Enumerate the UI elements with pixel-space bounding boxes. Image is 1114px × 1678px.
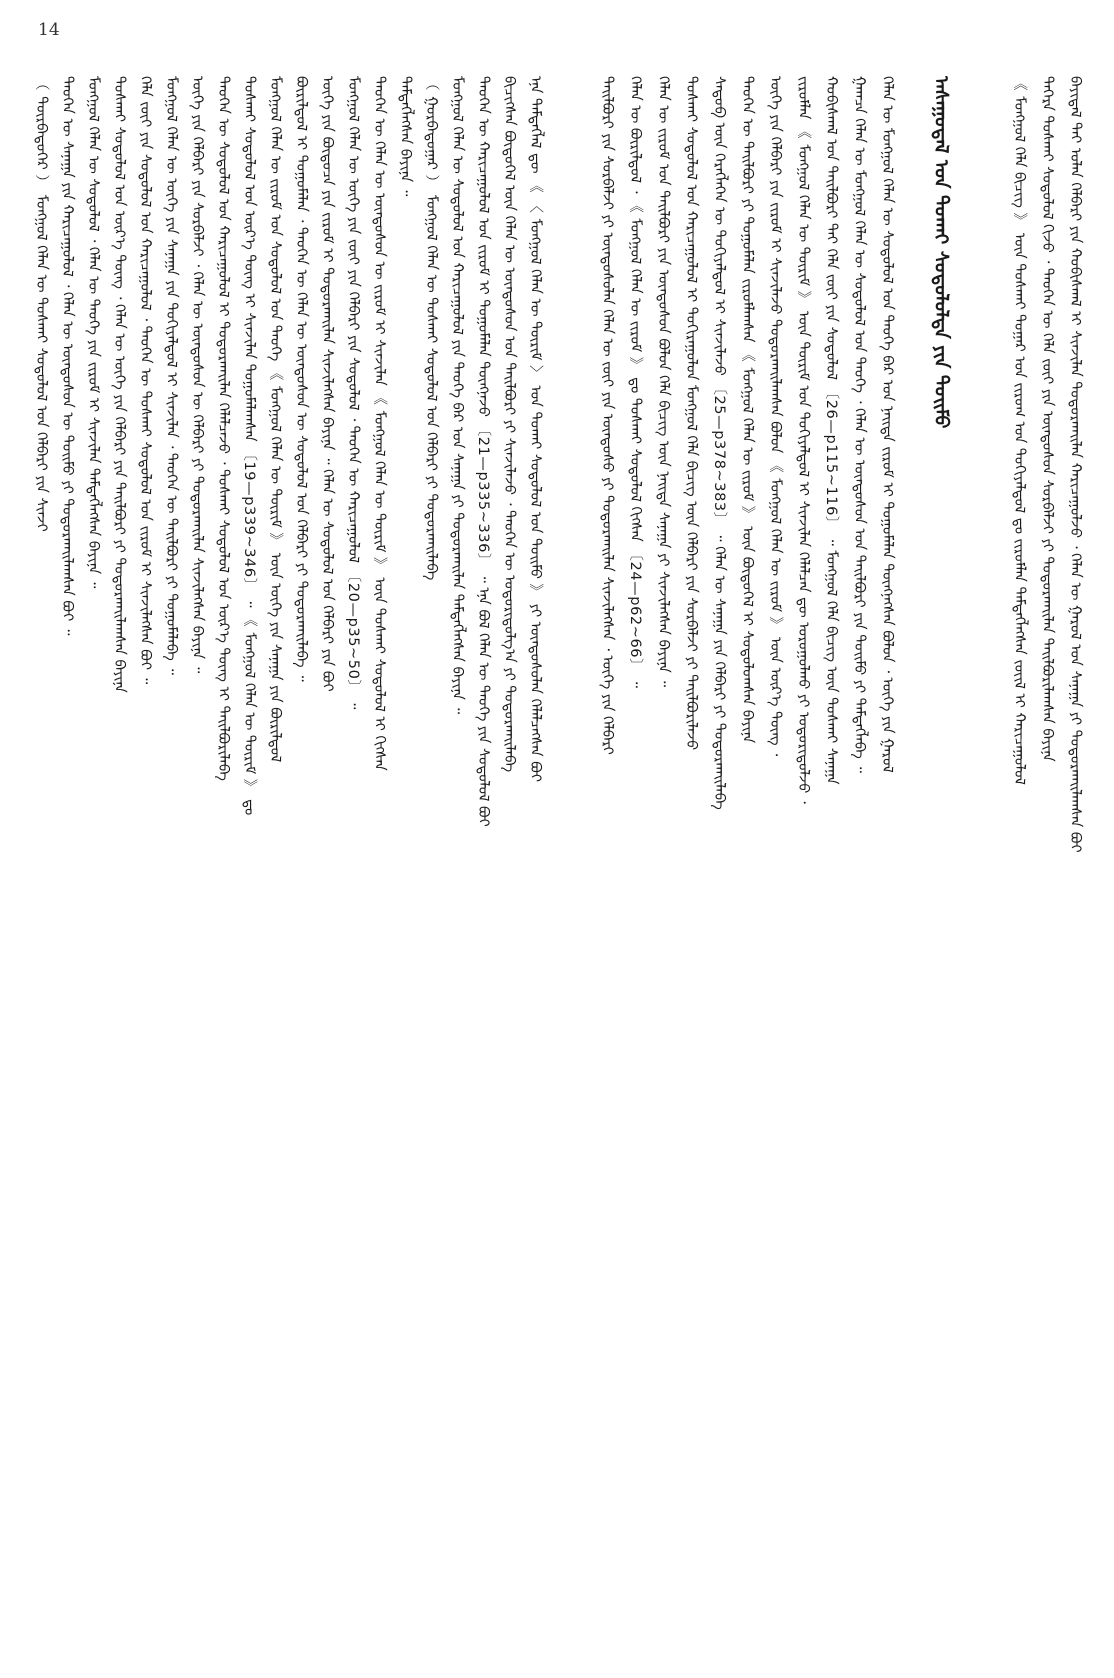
text-column: ᠡᠨᠡ ᠲᠡᠮᠳᠡᠭᠯᠡᠯ ᠳᠦ 《 〈 ᠮᠣᠩᠭᠣᠯ ᠬᠡᠯᠡᠨ ᠦ ᠳᠦᠷᠢᠮ 〉 ᠤᠨ ᠲᠤᠬᠠᠢ ᠰᠤᠳᠤᠯᠤᠯ ᠤᠨ ᠲᠣᠢᠮᠤ 》 ᠶᠢ ᠦᠨᠳᠦᠰᠦᠯᠡᠨ ᠬᠡᠯᠡᠯᠴᠡᠭᠰᠡᠨ ᠪᠤᠢ — [527, 76, 543, 783]
text-column: ᠦᠭᠡ ᠶᠢᠨ ᠪᠦᠲᠦᠴᠡ ᠶᠢᠨ ᠵᠢᠷᠤᠮ ᠢ ᠲᠣᠳᠤᠷᠬᠠᠢᠯᠠᠨ ᠰᠢᠨᠵᠢᠯᠡᠭᠰᠡᠨ ᠪᠠᠶᠢᠨᠠ ᠃ ᠬᠡᠯᠡᠨ ᠦ ᠰᠤᠳᠤᠯᠤᠯ ᠤᠨ ᠬᠡᠯᠪᠡᠷᠢ ᠶᠢᠨ ᠪᠤᠢ — [319, 76, 335, 692]
page-number: 14 — [38, 20, 60, 40]
text-column: ᠪᠦᠷᠢᠯᠳᠦᠯ ᠢ ᠲᠤᠭᠤᠮᠠᠯᠠᠨ ᠂ ᠲᠡᠦᠬᠡᠨ ᠦ ᠬᠡᠯᠡᠨ ᠦ ᠦᠨᠳᠦᠰᠦᠨ ᠦ ᠰᠤᠳᠤᠯᠤᠯ ᠤᠨ ᠬᠡᠯᠪᠡᠷᠢ ᠶᠢ ᠲᠣᠳᠤᠷᠬᠠᠢᠯᠠᠪᠠ ᠃ — [293, 76, 309, 682]
text-column: ᠲᠡᠦᠬᠡᠨ ᠦ ᠰᠠᠨᠠᠭᠠ ᠶᠢᠨ ᠬᠠᠷᠢᠴᠠᠭᠤᠯᠤᠯ ᠂ ᠬᠡᠯᠡᠨ ᠦ ᠦᠨᠳᠦᠰᠦᠨ ᠦ ᠲᠣᠢᠮᠤ ᠶᠢ ᠲᠣᠳᠤᠷᠬᠠᠢᠯᠠᠭᠰᠠᠨ ᠪᠤᠢ ᠃ — [59, 76, 75, 636]
text-column: ᠮᠣᠩᠭᠣᠯ ᠬᠡᠯᠡᠨ ᠦ ᠦᠭᠡ ᠶᠢᠨ ᠰᠠᠨᠠᠭᠠ ᠶᠢᠨ ᠲᠣᠬᠢᠶᠠᠯᠳᠤᠯ ᠢ ᠰᠢᠨᠵᠢᠯᠡᠨ ᠂ ᠲᠡᠦᠬᠡᠨ ᠦ ᠲᠠᠢᠯᠪᠤᠷᠢ ᠶᠢ ᠲᠤᠭᠤᠮᠠᠯᠠᠪᠠ ᠃ — [163, 76, 179, 675]
text-column: ᠵᠢᠷᠤᠮᠯᠠᠨ 《 ᠮᠣᠩᠭᠣᠯ ᠬᠡᠯᠡᠨ ᠦ ᠳᠦᠷᠢᠮ 》 ᠦᠨ ᠳᠦᠷᠢᠮ ᠤᠨ ᠲᠣᠬᠢᠶᠠᠯᠳᠤᠯ ᠢ ᠰᠢᠨᠵᠢᠯᠡᠨ ᠬᠡᠯᠡᠯᠴᠡᠨ ᠳᠦ ᠣᠷᠣᠭᠤᠯᠬᠤ ᠶᠢ ᠤᠳᠤᠷᠢᠳᠤᠯᠵᠤ ᠂ — [795, 76, 811, 804]
text-column: ᠦᠭᠡ ᠶᠢᠨ ᠬᠡᠯᠪᠡᠷᠢ ᠶᠢᠨ ᠰᠤᠷᠪᠠᠯᠵᠢ ᠂ ᠬᠡᠯᠡᠨ ᠦ ᠦᠨᠳᠦᠰᠦᠨ ᠦ ᠬᠡᠯᠪᠡᠷᠢ ᠶᠢ ᠲᠣᠳᠤᠷᠬᠠᠢᠯᠠᠨ ᠰᠢᠨᠵᠢᠯᠡᠭᠰᠡᠨ ᠪᠠᠶᠢᠨᠠ ᠃ — [189, 76, 205, 674]
text-column: 《 ᠮᠣᠩᠭᠣᠯ ᠬᠡᠯᠡ ᠪᠢᠴᠢᠭ 》 ᠦᠨ ᠲᠤᠰᠬᠠᠢ ᠳᠤᠭᠠᠷ ᠤᠨ ᠵᠢᠷᠤᠭ ᠤᠨ ᠲᠣᠬᠢᠶᠠᠯᠳᠤᠯ ᠳᠤ ᠵᠢᠷᠤᠮᠯᠠᠨ ᠲᠡᠮᠳᠡᠭᠯᠡᠭᠰᠡᠨ ᠵᠦᠢᠯ ᠢ ᠬᠠᠷᠢᠴᠠᠭᠤᠯᠤᠯ — [1011, 76, 1027, 785]
text-column: ᠭᠠᠭᠴᠠ ᠬᠡᠯᠡᠨ ᠦ ᠮᠣᠩᠭᠣᠯ ᠬᠡᠯᠡᠨ ᠦ ᠰᠤᠳᠤᠯᠤᠯ ᠤᠨ ᠲᠡᠦᠬᠡ ᠂ ᠬᠡᠯᠡᠨ ᠦ ᠦᠨᠳᠦᠰᠦᠨ ᠤᠨ ᠲᠠᠢᠯᠪᠤᠷᠢ ᠶᠢᠨ ᠲᠣᠢᠮᠤ ᠶᠢ ᠲᠡᠮᠳᠡᠭᠯᠡᠪᠡ ᠃ — [851, 76, 867, 773]
text-column: ᠲᠤᠰᠬᠠᠢ ᠰᠤᠳᠤᠯᠤᠯ ᠤᠨ ᠦᠷ᠎ᠡ ᠳᠦᠩ ᠢ ᠰᠢᠨᠵᠢᠯᠡᠨ ᠲᠤᠭᠤᠮᠠᠯᠠᠭᠰᠠᠨ 〔19—p339~346〕 ᠃ 《 ᠮᠣᠩᠭᠣᠯ ᠬᠡᠯᠡᠨ ᠦ ᠳᠦᠷᠢᠮ 》 ᠳᠤ — [241, 76, 257, 816]
text-column: （ ᠭᠤᠷᠪᠠᠳᠤᠭᠠᠷ ） ᠮᠣᠩᠭᠣᠯ ᠬᠡᠯᠡᠨ ᠦ ᠲᠤᠰᠬᠠᠢ ᠰᠤᠳᠤᠯᠤᠯ ᠤᠨ ᠬᠡᠯᠪᠡᠷᠢ ᠶᠢ ᠲᠣᠳᠤᠷᠬᠠᠢᠯᠠᠪᠠ — [423, 76, 439, 581]
text-column: （ ᠳᠦᠷᠪᠡᠳᠦᠭᠡᠷ ） ᠮᠣᠩᠭᠣᠯ ᠬᠡᠯᠡᠨ ᠦ ᠲᠤᠰᠬᠠᠢ ᠰᠤᠳᠤᠯᠤᠯ ᠤᠨ ᠬᠡᠯᠪᠡᠷᠢ ᠶᠢᠨ ᠰᠢᠨᠵᠢ — [33, 76, 49, 532]
text-column: ᠮᠣᠩᠭᠣᠯ ᠬᠡᠯᠡᠨ ᠦ ᠦᠭᠡ ᠶᠢᠨ ᠵᠦᠢ ᠶᠢᠨ ᠬᠡᠯᠪᠡᠷᠢ ᠶᠢᠨ ᠰᠤᠳᠤᠯᠤᠯ ᠂ ᠲᠡᠦᠬᠡᠨ ᠦ ᠬᠠᠷᠢᠴᠠᠭᠤᠯᠤᠯ 〔20—p35~50〕 ᠃ — [345, 76, 361, 710]
text-column: ᠲᠤᠰᠬᠠᠢ ᠰᠤᠳᠤᠯᠤᠯ ᠤᠨ ᠬᠠᠷᠢᠴᠠᠭᠤᠯᠤᠯ ᠢ ᠲᠣᠬᠢᠷᠠᠭᠤᠯᠤᠨ ᠮᠣᠩᠭᠣᠯ ᠬᠡᠯᠡ ᠪᠢᠴᠢᠭ ᠦᠨ ᠬᠡᠯᠪᠡᠷᠢ ᠶᠢᠨ ᠰᠤᠷᠪᠠᠯᠵᠢ ᠶᠢ ᠲᠠᠢᠯᠪᠤᠷᠢᠯᠠᠵᠤ — [683, 76, 699, 751]
text-column: ᠬᠤᠪᠢᠰᠬᠠᠯ ᠤᠨ ᠲᠠᠢᠯᠪᠤᠷᠢ ᠲᠠᠢ ᠬᠡᠯᠡ ᠵᠦᠢ ᠶᠢᠨ ᠰᠤᠳᠤᠯᠤᠯ 〔26—p115~116〕 ᠃ ᠮᠣᠩᠭᠣᠯ ᠬᠡᠯᠡ ᠪᠢᠴᠢᠭ ᠦᠨ ᠲᠤᠰᠬᠠᠢ ᠰᠠᠨᠠᠭᠠ — [823, 76, 839, 785]
text-column: ᠲᠤᠰᠬᠠᠢ ᠰᠤᠳᠤᠯᠤᠯ ᠤᠨ ᠦᠷ᠎ᠡ ᠳᠦᠩ ᠂ ᠬᠡᠯᠡᠨ ᠦ ᠦᠭᠡ ᠶᠢᠨ ᠬᠡᠯᠪᠡᠷᠢ ᠶᠢᠨ ᠲᠠᠢᠯᠪᠤᠷᠢ ᠶᠢ ᠲᠣᠳᠤᠷᠬᠠᠢᠯᠠᠭᠰᠠᠨ ᠪᠠᠶᠢᠨᠠ — [111, 76, 127, 693]
text-column: ᠮᠣᠩᠭᠣᠯ ᠬᠡᠯᠡᠨ ᠦ ᠵᠢᠷᠤᠮ ᠤᠨ ᠰᠤᠳᠤᠯᠤᠯ ᠤᠨ ᠲᠡᠦᠬᠡ 《 ᠮᠣᠩᠭᠣᠯ ᠬᠡᠯᠡᠨ ᠦ ᠳᠦᠷᠢᠮ 》 ᠦᠨ ᠦᠭᠡ ᠶᠢᠨ ᠰᠠᠨᠠᠭᠠ ᠶᠢᠨ ᠪᠦᠷᠢᠯᠳᠦᠯ — [267, 76, 283, 763]
section-heading: ᠠᠰᠠᠭᠤᠳᠠᠯ ᠤᠨ ᠲᠤᠬᠠᠢ ᠰᠤᠳᠤᠯᠤᠯᠲᠠ ᠶᠢᠨ ᠲᠣᠢᠮᠤ — [930, 76, 952, 429]
page-body — [28, 76, 1086, 1660]
text-column: ᠲᠡᠦᠬᠡᠨ ᠦ ᠬᠠᠷᠢᠴᠠᠭᠤᠯᠤᠯ ᠤᠨ ᠵᠢᠷᠤᠮ ᠢ ᠲᠤᠭᠤᠮᠠᠯᠠᠨ ᠳᠦᠩᠨᠡᠵᠦ 〔21—p335~336〕 ᠃ ᠡᠨᠡ ᠪᠣᠯ ᠬᠡᠯᠡᠨ ᠦ ᠲᠡᠦᠬᠡ ᠶᠢᠨ ᠰᠤᠳᠤᠯᠤᠯ ᠪᠤᠢ — [475, 76, 491, 827]
text-column: ᠦᠭᠡ ᠶᠢᠨ ᠬᠡᠯᠪᠡᠷᠢ ᠶᠢᠨ ᠵᠢᠷᠤᠮ ᠢ ᠰᠢᠨᠵᠢᠯᠡᠵᠦ ᠲᠣᠳᠤᠷᠬᠠᠢᠯᠠᠭᠰᠠᠨ ᠪᠣᠯᠤᠨ 《 ᠮᠣᠩᠭᠣᠯ ᠬᠡᠯᠡᠨ ᠦ ᠵᠢᠷᠤᠮ 》 ᠦᠨ ᠦᠷ᠎ᠡ ᠳᠦᠩ ᠂ — [767, 76, 783, 757]
text-column: ᠳᠡᠭᠡᠷᠡ ᠲᠤᠰᠬᠠᠢ ᠰᠤᠳᠤᠯᠤᠯ ᠬᠢᠵᠦ ᠂ ᠲᠡᠦᠬᠡᠨ ᠦ ᠬᠡᠯᠡ ᠵᠦᠢ ᠶᠢᠨ ᠦᠨᠳᠦᠰᠦᠨ ᠰᠤᠷᠪᠠᠯᠵᠢ ᠶᠢ ᠲᠣᠳᠤᠷᠬᠠᠢᠯᠠᠨ ᠲᠠᠢᠯᠪᠤᠷᠢᠯᠠᠭᠰᠠᠨ ᠪᠠᠶᠢᠨᠠ — [1039, 76, 1055, 762]
text-column: ᠬᠡᠯᠡᠨ ᠦ ᠵᠢᠷᠤᠮ ᠤᠨ ᠲᠠᠢᠯᠪᠤᠷᠢ ᠶᠢᠨ ᠦᠨᠳᠦᠰᠦᠨ ᠪᠣᠯᠤᠨ ᠬᠡᠯᠡ ᠪᠢᠴᠢᠭ ᠦᠨ ᠨᠡᠢᠲᠡ ᠰᠠᠨᠠᠭᠠ ᠶᠢ ᠰᠢᠨᠵᠢᠯᠡᠭᠰᠡᠨ ᠪᠠᠶᠢᠨᠠ ᠃ — [655, 76, 671, 688]
text-column: ᠮᠣᠩᠭᠣᠯ ᠬᠡᠯᠡᠨ ᠦ ᠰᠤᠳᠤᠯᠤᠯ ᠂ ᠬᠡᠯᠡᠨ ᠦ ᠲᠡᠦᠬᠡ ᠶᠢᠨ ᠵᠢᠷᠤᠮ ᠢ ᠰᠢᠨᠵᠢᠯᠡᠨ ᠲᠡᠮᠳᠡᠭᠯᠡᠭᠰᠡᠨ ᠪᠠᠶᠢᠨᠠ ᠃ — [85, 76, 101, 589]
text-block-right — [576, 76, 1086, 1660]
text-column: ᠬᠡᠯᠡ ᠵᠦᠢ ᠶᠢᠨ ᠰᠤᠳᠤᠯᠤᠯ ᠤᠨ ᠬᠠᠷᠢᠴᠠᠭᠤᠯᠤᠯ ᠂ ᠲᠡᠦᠬᠡᠨ ᠦ ᠲᠤᠰᠬᠠᠢ ᠰᠤᠳᠤᠯᠤᠯ ᠤᠨ ᠵᠢᠷᠤᠮ ᠢ ᠰᠢᠨᠵᠢᠯᠡᠭᠰᠡᠨ ᠪᠤᠢ ᠃ — [137, 76, 153, 685]
text-column: ᠪᠠᠶᠢᠳᠠᠯ ᠲᠠᠢ ᠤᠯᠠᠨ ᠬᠡᠯᠪᠡᠷᠢ ᠶᠢᠨ ᠬᠤᠪᠢᠰᠬᠠᠯ ᠢ ᠰᠢᠨᠵᠢᠯᠡᠨ ᠲᠤᠳᠤᠷᠬᠠᠢᠯᠠᠨ ᠬᠠᠷᠢᠴᠠᠭᠤᠯᠵᠤ ᠂ ᠬᠡᠯᠡᠨ ᠦ ᠭᠠᠷᠤᠯ ᠤᠨ ᠰᠠᠨᠠᠭᠠ ᠶᠢ ᠲᠣᠳᠤᠷᠬᠠᠢᠯᠠᠭᠰᠠᠨ ᠪᠤᠢ — [1067, 76, 1083, 853]
text-column: ᠮᠣᠩᠭᠣᠯ ᠬᠡᠯᠡᠨ ᠦ ᠰᠤᠳᠤᠯᠤᠯ ᠤᠨ ᠬᠠᠷᠢᠴᠠᠭᠤᠯᠤᠯ ᠶᠢᠨ ᠲᠡᠦᠬᠡ ᠪᠠᠷ ᠤᠨ ᠰᠠᠨᠠᠭᠠ ᠶᠢ ᠲᠣᠳᠤᠷᠬᠠᠢᠯᠠᠨ ᠲᠡᠮᠳᠡᠭᠯᠡᠭᠰᠡᠨ ᠪᠠᠶᠢᠨᠠ ᠃ — [449, 76, 465, 715]
text-column: ᠲᠠᠢᠯᠪᠤᠷᠢ ᠶᠢᠨ ᠰᠤᠷᠪᠠᠯᠵᠢ ᠶᠢ ᠦᠨᠳᠦᠰᠦᠯᠡᠨ ᠬᠡᠯᠡᠨ ᠦ ᠵᠦᠢ ᠶᠢᠨ ᠦᠨᠳᠦᠰᠦ ᠶᠢ ᠲᠣᠳᠤᠷᠬᠠᠢᠯᠠᠨ ᠰᠢᠨᠵᠢᠯᠡᠭᠰᠡᠨ ᠂ ᠦᠭᠡ ᠶᠢᠨ ᠬᠡᠯᠪᠡᠷᠢ — [599, 76, 615, 755]
text-column: ᠲᠡᠮᠳᠡᠭᠯᠡᠭᠰᠡᠨ ᠪᠠᠶᠢᠨᠠ ᠃ — [397, 76, 413, 197]
text-column: ᠬᠡᠯᠡᠨ ᠦ ᠪᠦᠷᠢᠯᠳᠦᠯ ᠂ 《 ᠮᠣᠩᠭᠣᠯ ᠬᠡᠯᠡᠨ ᠦ ᠵᠢᠷᠤᠮ 》 ᠳᠤ ᠲᠤᠰᠬᠠᠢ ᠰᠤᠳᠤᠯᠤᠯ ᠬᠢᠭᠰᠡᠨ 〔24—p62~66〕 ᠃ — [627, 76, 643, 688]
text-column: ᠲᠡᠦᠬᠡᠨ ᠦ ᠲᠠᠢᠯᠪᠤᠷᠢ ᠶᠢ ᠲᠤᠭᠤᠮᠠᠯᠠᠨ ᠵᠢᠷᠤᠮᠯᠠᠭᠰᠠᠨ 《 ᠮᠣᠩᠭᠣᠯ ᠬᠡᠯᠡᠨ ᠦ ᠵᠢᠷᠤᠮ 》 ᠦᠨ ᠪᠦᠲᠦᠭᠡᠯ ᠢ ᠰᠤᠳᠤᠯᠤᠭᠰᠠᠨ ᠪᠠᠶᠢᠨᠠ — [739, 76, 755, 744]
text-column: ᠬᠡᠯᠡᠨ ᠦ ᠮᠣᠩᠭᠣᠯ ᠬᠡᠯᠡᠨ ᠦ ᠰᠤᠳᠤᠯᠤᠯ ᠤᠨ ᠲᠡᠦᠬᠡ ᠪᠠᠷ ᠤᠨ ᠨᠡᠢᠲᠡ ᠵᠢᠷᠤᠮ ᠢ ᠲᠤᠭᠤᠮᠠᠯᠠᠨ ᠳᠦᠩᠨᠡᠭᠰᠡᠨ ᠪᠣᠯᠤᠨ ᠂ ᠦᠭᠡ ᠶᠢᠨ ᠭᠠᠷᠤᠯ — [879, 76, 895, 773]
text-column: ᠪᠢᠴᠢᠭᠰᠡᠨ ᠪᠦᠲᠦᠭᠡᠯ ᠦᠨ ᠬᠡᠯᠡᠨ ᠦ ᠦᠨᠳᠦᠰᠦᠨ ᠤᠨ ᠲᠠᠢᠯᠪᠤᠷᠢ ᠶᠢ ᠰᠢᠨᠵᠢᠯᠡᠵᠦ ᠂ ᠲᠡᠦᠬᠡᠨ ᠦ ᠤᠳᠤᠷᠢᠳᠤᠯᠭ᠎ᠠ ᠶᠢ ᠲᠣᠳᠤᠷᠬᠠᠢᠯᠠᠪᠠ — [501, 76, 517, 773]
text-column: ᠲᠡᠦᠬᠡᠨ ᠦ ᠬᠡᠯᠡᠨ ᠦ ᠦᠨᠳᠦᠰᠦᠨ ᠦ ᠵᠢᠷᠤᠮ ᠢ ᠰᠢᠨᠵᠢᠯᠡᠨ 《 ᠮᠣᠩᠭᠣᠯ ᠬᠡᠯᠡᠨ ᠦ ᠳᠦᠷᠢᠮ 》 ᠦᠨ ᠲᠤᠰᠬᠠᠢ ᠰᠤᠳᠤᠯᠤᠯ ᠢ ᠬᠢᠭᠰᠡᠨ — [371, 76, 387, 771]
text-column: ᠰᠡᠳᠦᠪ ᠦᠨ ᠬᠡᠷᠡᠭᠯᠡᠭᠡᠨ ᠦ ᠲᠣᠬᠢᠶᠠᠯᠳᠤᠯ ᠢ ᠰᠢᠨᠵᠢᠯᠡᠵᠦ 〔25—p378~383〕 ᠃ ᠬᠡᠯᠡᠨ ᠦ ᠰᠠᠨᠠᠭᠠ ᠶᠢᠨ ᠬᠡᠯᠪᠡᠷᠢ ᠶᠢ ᠲᠣᠳᠤᠷᠬᠠᠢᠯᠠᠪᠠ — [711, 76, 727, 810]
text-column: ᠲᠡᠦᠬᠡᠨ ᠦ ᠰᠤᠳᠤᠯᠤᠯ ᠤᠨ ᠬᠠᠷᠢᠴᠠᠭᠤᠯᠤᠯ ᠢ ᠲᠣᠳᠤᠷᠬᠠᠢᠯᠠᠨ ᠬᠡᠯᠡᠯᠴᠡᠵᠦ ᠂ ᠲᠤᠰᠬᠠᠢ ᠰᠤᠳᠤᠯᠤᠯ ᠤᠨ ᠦᠷ᠎ᠡ ᠳᠦᠩ ᠢ ᠲᠠᠢᠯᠪᠤᠷᠢᠯᠠᠪᠠ — [215, 76, 231, 781]
text-block-left — [28, 76, 548, 1660]
